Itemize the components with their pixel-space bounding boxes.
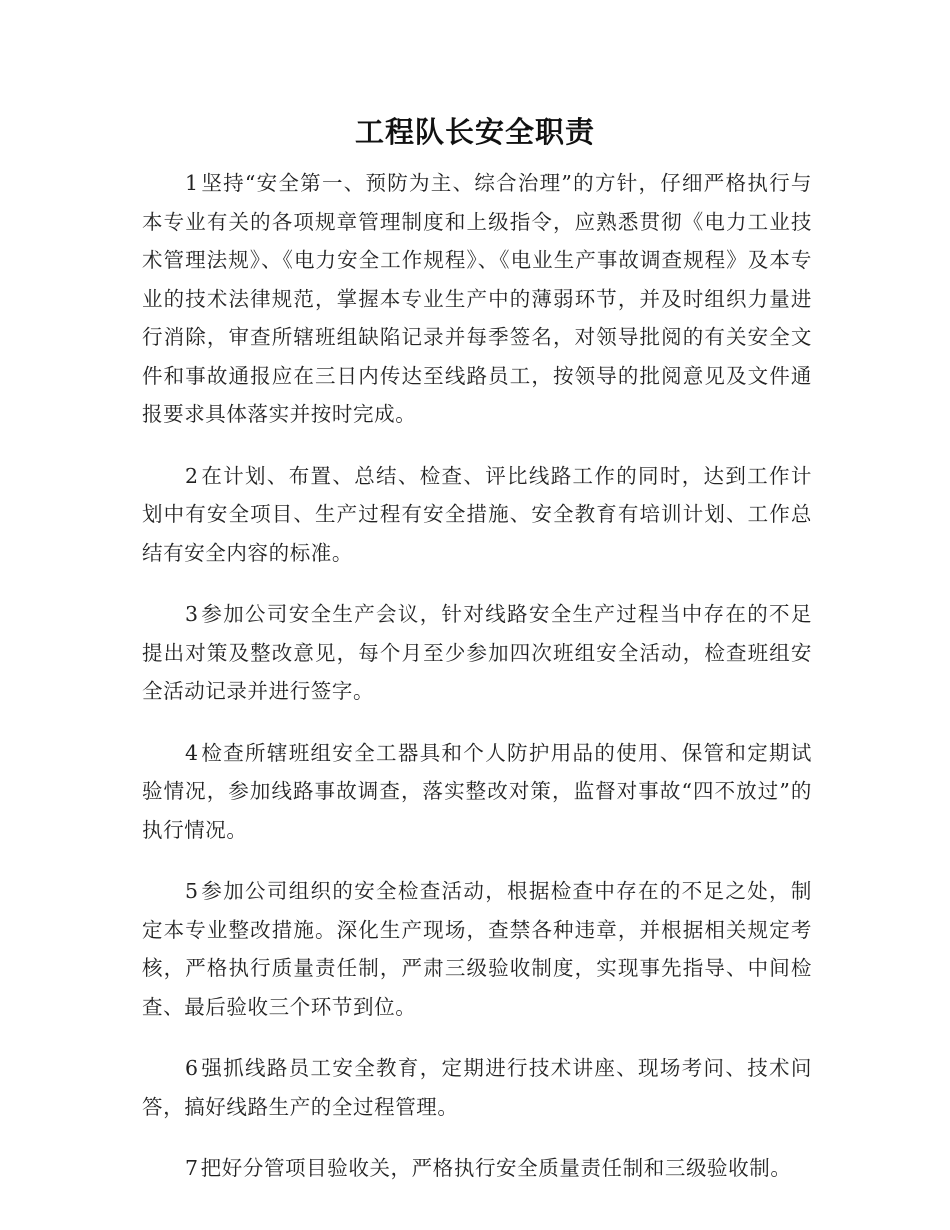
paragraph-number: 2 — [185, 463, 199, 488]
paragraph-3 — [142, 595, 812, 711]
paragraph-text: 检查所辖班组安全工器具和个人防护用品的使用、保管和定期试验情况，参加线路事故调查，落实整改对策，监督对事故“四不放过”的执行情况。 — [142, 740, 812, 842]
paragraph-number: 4 — [185, 740, 199, 765]
paragraph-text: 把好分管项目验收关，严格执行安全质量责任制和三级验收制。 — [200, 1156, 792, 1180]
paragraph-5 — [142, 872, 812, 1026]
paragraph-4 — [142, 734, 812, 850]
paragraph-7 — [142, 1149, 812, 1188]
paragraph-number: 6 — [185, 1056, 199, 1080]
paragraph-number: 3 — [185, 602, 199, 626]
paragraph-2 — [142, 457, 812, 573]
paragraph-number: 5 — [185, 879, 199, 903]
paragraph-6 — [142, 1049, 812, 1126]
paragraph-1 — [142, 164, 812, 434]
paragraph-number: 7 — [185, 1156, 199, 1180]
paragraph-text: 参加公司组织的安全检查活动，根据检查中存在的不足之处，制定本专业整改措施。深化生产现场，查禁各种违章，并根据相关规定考核，严格执行质量责任制，严肃三级验收制度，实现事先指导、中间检查、最后验收三个环节到位。 — [142, 879, 812, 1019]
document-body — [142, 164, 812, 1211]
paragraph-text: 在计划、布置、总结、检查、评比线路工作的同时，达到工作计划中有安全项目、生产过程有安全措施、安全教育有培训计划、工作总结有安全内容的标准。 — [142, 463, 812, 565]
paragraph-number: 1 — [185, 171, 199, 195]
paragraph-text: 坚持“安全第一、预防为主、综合治理”的方针，仔细严格执行与本专业有关的各项规章管理制度和上级指令，应熟悉贯彻《电力工业技术管理法规》、《电力安全工作规程》、《电业生产事故调查规程》及本专业的技术法律规范，掌握本专业生产中的薄弱环节，并及时组织力量进行消除，审查所辖班组缺陷记录并每季签名，对领导批阅的有关安全文件和事故通报应在三日内传达至线路员工，按领导的批阅意见及文件通报要求具体落实并按时完成。 — [142, 171, 812, 426]
paragraph-text: 强抓线路员工安全教育，定期进行技术讲座、现场考问、技术问答，搞好线路生产的全过程管理。 — [142, 1056, 812, 1119]
paragraph-text: 参加公司安全生产会议，针对线路安全生产过程当中存在的不足提出对策及整改意见，每个月至少参加四次班组安全活动，检查班组安全活动记录并进行签字。 — [142, 602, 812, 703]
document-title: 工程队长安全职责 — [354, 115, 595, 149]
